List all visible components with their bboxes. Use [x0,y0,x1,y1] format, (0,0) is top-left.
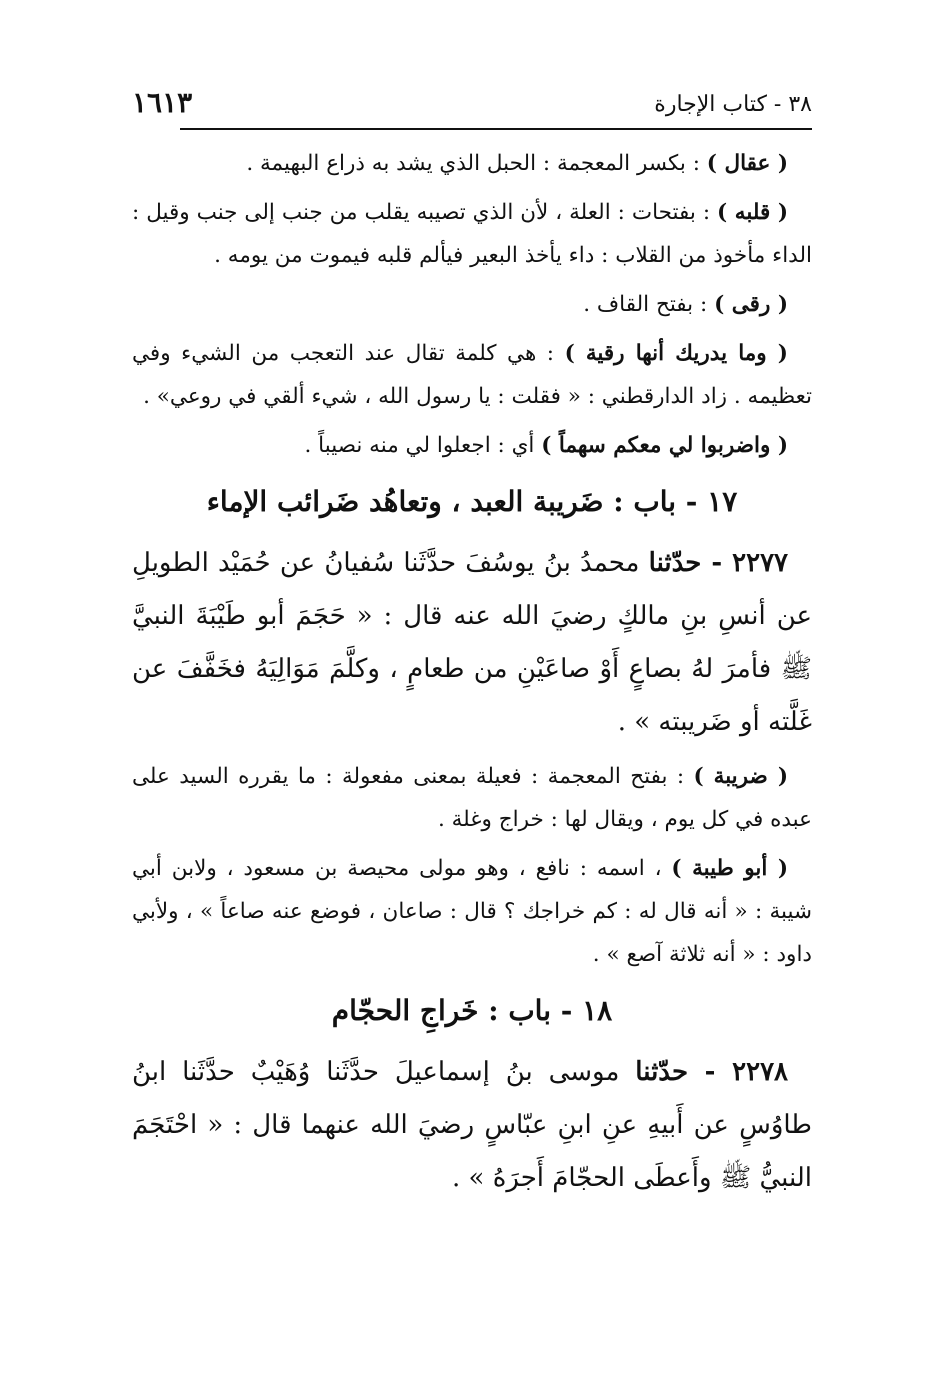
note-text: أي : اجعلوا لي منه نصيباً . [304,433,542,458]
hadith-number: ٢٢٧٧ - حدّثنا [648,548,788,578]
note-qalbuhu [132,191,812,277]
note-term: ( رقى ) [714,292,788,317]
note-text: : بفتح القاف . [583,292,715,317]
note-term: ( ضريبة ) [693,764,788,789]
hadith-text: موسى بنُ إسماعيلَ حدَّثَنا وُهَيْبٌ حدَّثَنا ابنُ طاوُسٍ عن أَبيهِ عنِ ابنِ عبّاسٍ رضيَ الله عنهما قال : « احْتَجَمَ النبيُّ ﷺ وأَعطَى الحجّامَ أَجرَهُ » . [132,1057,812,1193]
chapter-title: ٣٨ - كتاب الإجارة [654,92,812,117]
page-number: ١٦١٣ [132,86,193,119]
chapter-heading-18: ١٨ - باب : خَراجِ الحجّام [331,994,613,1027]
hadith-2277 [132,537,812,749]
note-text: ، اسمه : نافع ، وهو مولى محيصة بن مسعود ، ولابن أبي شيبة : « أنه قال له : كم خراجك ؟ قال : صاعان ، فوضع عنه صاعاً » ، ولأبي داود : « أنه ثلاثة آصع » . [132,856,812,967]
chapter-heading-17: ١٧ - باب : ضَريبة العبد ، وتعاهُد ضَرائب الإماء [206,485,738,518]
note-text: : بفتحات : العلة ، لأن الذي تصيبه يقلب من جنب إلى جنب وقيل : الداء مأخوذ من القلاب : داء يأخذ البعير فيألم قلبه فيموت من يومه . [132,200,812,268]
header-rule [180,128,812,130]
hadith-2278 [132,1046,812,1205]
note-term: ( قلبه ) [717,200,789,225]
note-ruqa [132,283,812,326]
note-text: : بكسر المعجمة : الحبل الذي يشد به ذراع البهيمة . [246,151,707,176]
note-iqal [132,142,812,185]
note-term: ( أبو طيبة ) [671,856,788,881]
page-content [132,142,812,1211]
note-text: : هي كلمة تقال عند التعجب من الشيء وفي تعظيمه . زاد الدارقطني : « فقلت : يا رسول الله ، شيء ألقي في روعي» . [132,341,812,409]
hadith-text: محمدُ بنُ يوسُفَ حدَّثَنا سُفيانُ عن حُمَيْد الطويلِ عن أنسِ بنِ مالكٍ رضيَ الله عنه قال : « حَجَمَ أبو طَيْبَةَ النبيَّ ﷺ فأمرَ لهُ بصاعٍ أَوْ صاعَيْنِ من طعامٍ ، وكلَّمَ مَوَالِيَهُ فخَفَّفَ عن غَلَّته أو ضَريبته » . [132,548,812,737]
note-dariba [132,755,812,841]
page-body [132,78,812,1193]
note-abu-tayba [132,847,812,976]
note-term: ( وما يدريك أنها رقية ) [564,341,788,366]
hadith-number: ٢٢٧٨ - حدّثنا [635,1057,788,1087]
note-term: ( عقال ) [706,151,788,176]
note-wadribu [132,424,812,467]
note-term: ( واضربوا لي معكم سهماً ) [541,433,788,458]
note-wama-yudrik [132,332,812,418]
running-header [132,78,812,126]
note-text: : بفتح المعجمة : فعيلة بمعنى مفعولة : ما يقرره السيد على عبده في كل يوم ، ويقال لها : خراج وغلة . [132,764,812,832]
